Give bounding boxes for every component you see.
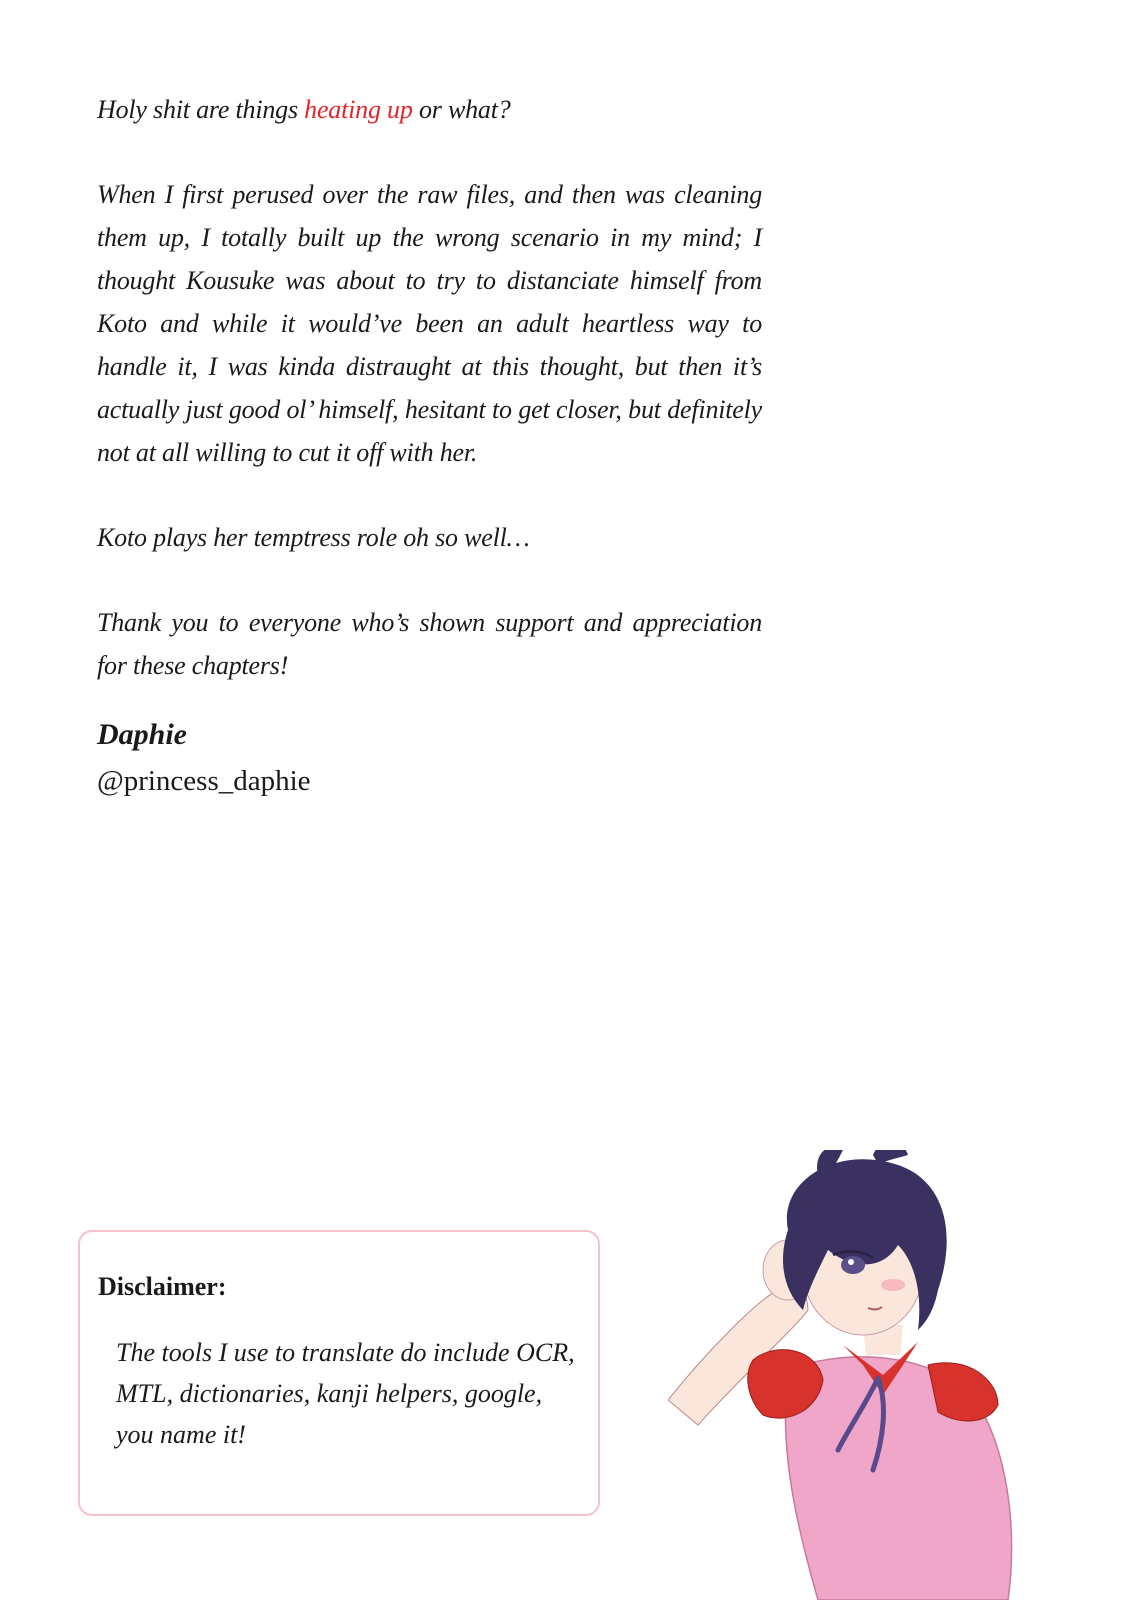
intro-highlight: heating up: [304, 95, 413, 124]
translator-notes: [97, 88, 762, 803]
paragraph-thanks: Thank you to everyone who’s shown support and appreciation for these chapters!: [97, 608, 762, 680]
intro-text-after: or what?: [412, 95, 511, 124]
disclaimer-box: [78, 1230, 600, 1516]
anime-girl-icon: [668, 1150, 1127, 1600]
signature: Daphie: [97, 718, 187, 751]
intro-paragraph: [97, 88, 762, 131]
intro-text-before: Holy shit are things: [97, 95, 305, 124]
paragraph-koto: Koto plays her temptress role oh so well…: [97, 523, 530, 552]
twitter-handle[interactable]: @princess_daphie: [97, 765, 311, 797]
disclaimer-title: Disclaimer:: [98, 1272, 227, 1301]
disclaimer-text: The tools I use to translate do include OCR, MTL, dictionaries, kanji helpers, google, you name it!: [116, 1338, 575, 1449]
paragraph-scenario: When I first perused over the raw files, and then was cleaning them up, I totally built up the wrong scenario in my mind; I thought Kousuke was about to try to distanciate himself from Koto and while it would’ve been an adult heartless way to handle it, I was kinda distraught at this thought, but then it’s actually just good ol’ himself, hesitant to get closer, but definitely not at all willing to cut it off with her.: [97, 180, 762, 467]
anime-girl-illustration: [668, 1150, 1127, 1600]
